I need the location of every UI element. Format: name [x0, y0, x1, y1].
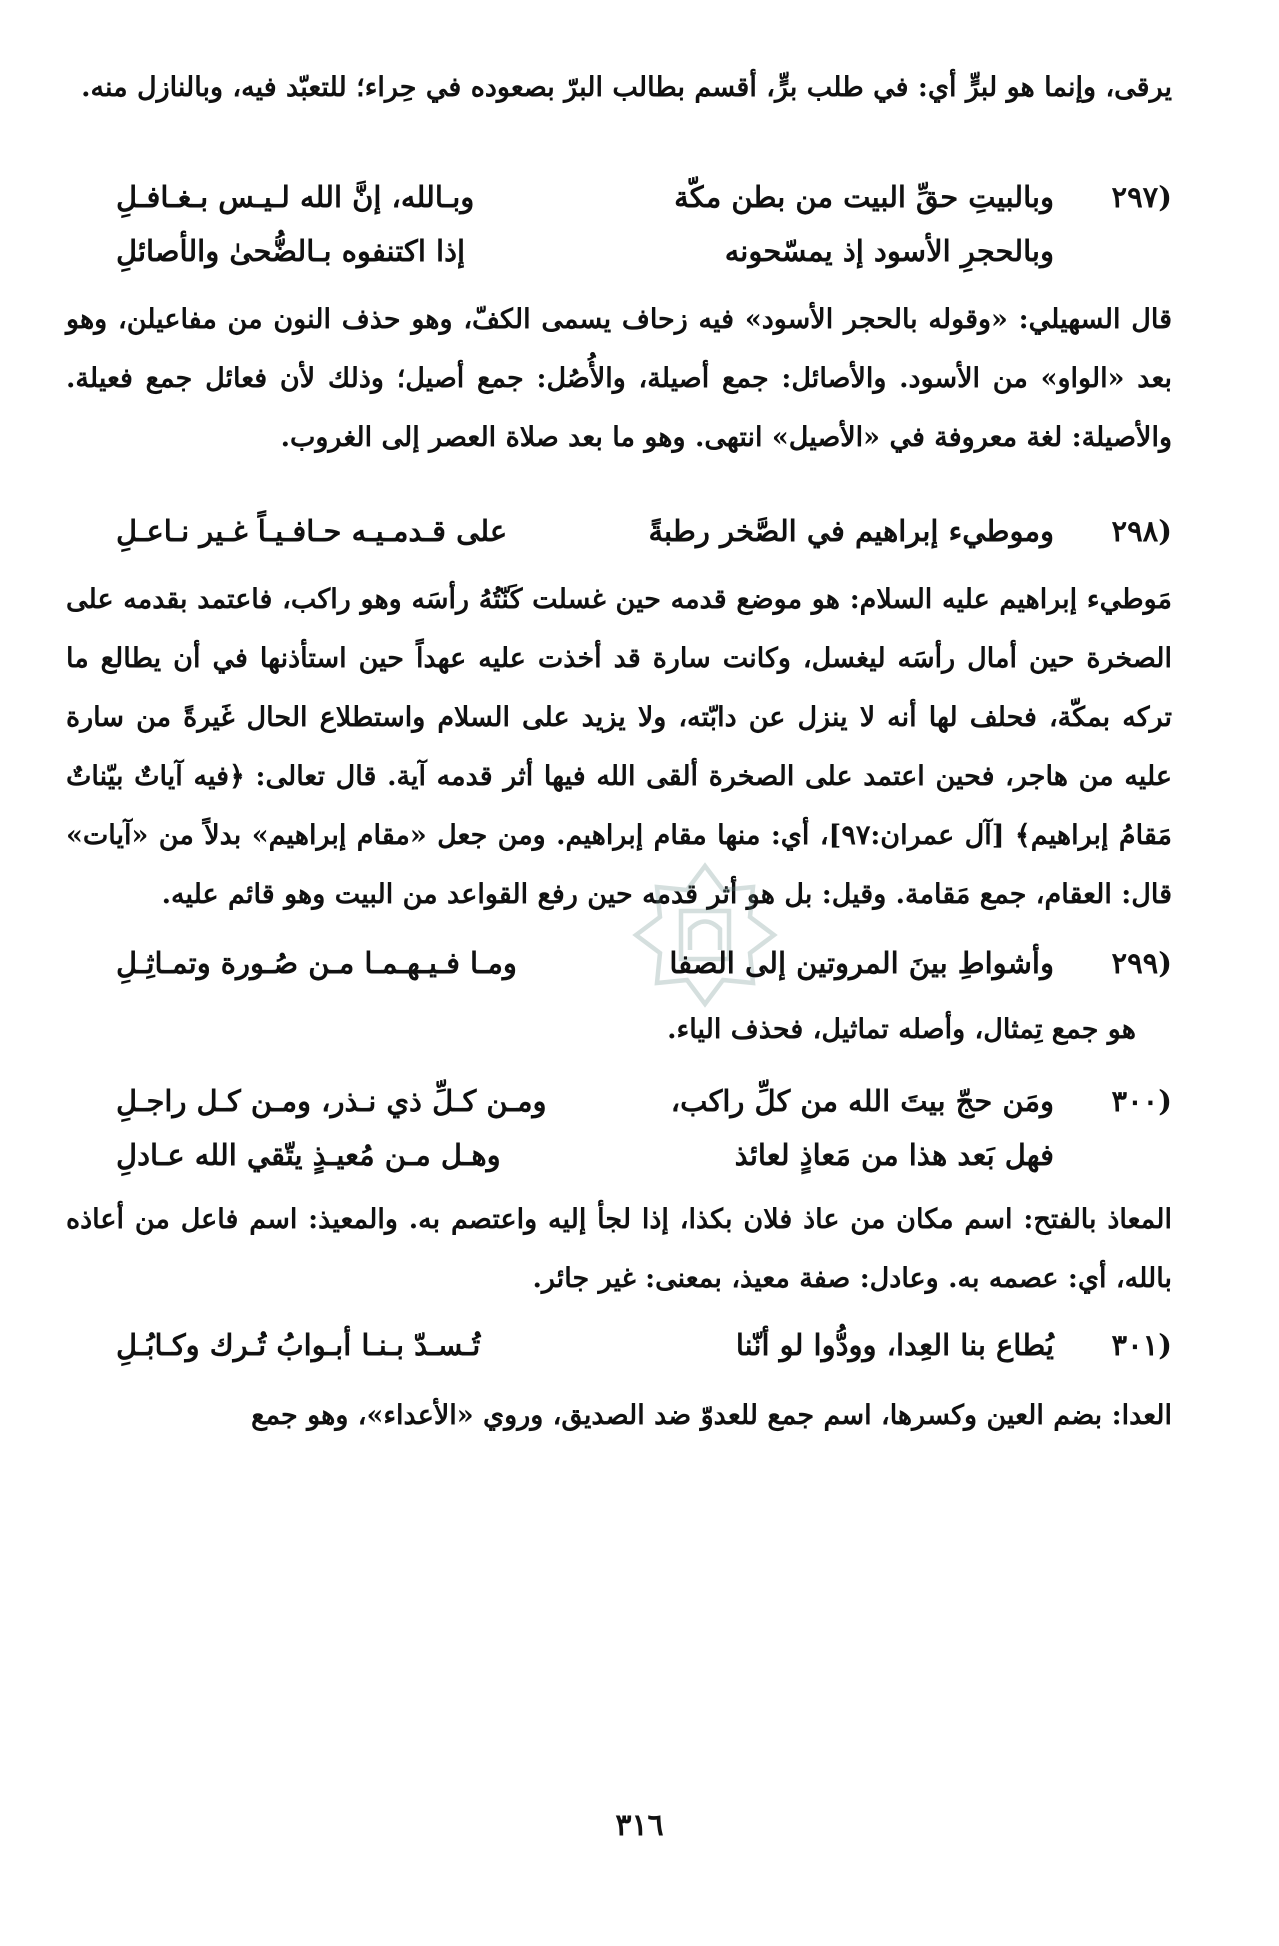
verse-second-hemistich: إذا اكتنفوه بـالضُّحىٰ والأصائلِ: [116, 234, 466, 268]
verse-297-line-2: [66, 224, 1172, 288]
page-number: ٣١٦: [615, 1808, 664, 1843]
verse-second-hemistich: على قـدمـيـه حـافـيـاً غـير نـاعـلِ: [116, 514, 508, 548]
verse-number: (٢٩٨: [1111, 514, 1172, 548]
verse-second-hemistich: ومـا فـيـهـمـا مـن صُـورة وتمـاثِـلِ: [116, 946, 517, 980]
verse-first-hemistich: وبالحجرِ الأسود إذ يمسّحونه: [724, 234, 1054, 268]
verse-first-hemistich: وأشواطِ بينَ المروتين إلى الصفا: [669, 946, 1054, 980]
commentary-299: هو جمع تِمثال، وأصله تماثيل، فحذف الياء.: [667, 1014, 1136, 1045]
verse-first-hemistich: فهل بَعد هذا من مَعاذٍ لعائذ: [734, 1138, 1054, 1172]
verse-first-hemistich: يُطاع بنا العِدا، وودُّوا لو أنّنا: [735, 1328, 1054, 1362]
commentary-297: قال السهيلي: «وقوله بالحجر الأسود» فيه زحاف يسمى الكفّ، وهو حذف النون من مفاعيلن، وهو بعد «الواو» من الأسود. والأصائل: جمع أصيلة، والأُصُل: جمع أصيل؛ وذلك لأن فعائل جمع فعيلة. والأصيلة: لغة معروفة في «الأصيل» انتهى. وهو ما بعد صلاة العصر إلى الغروب.: [66, 304, 1172, 453]
verse-first-hemistich: وبالبيتِ حقِّ البيت من بطن مكّة: [674, 180, 1054, 214]
verse-299-line-1: [66, 936, 1172, 1000]
verse-300-line-2: [66, 1128, 1172, 1192]
verse-number: (٢٩٩: [1111, 946, 1172, 980]
commentary-300: المعاذ بالفتح: اسم مكان من عاذ فلان بكذا، إذا لجأ إليه واعتصم به. والمعيذ: اسم فاعل من أعاذه بالله، أي: عصمه به. وعادل: صفة معيذ، بمعنى: غير جائر.: [66, 1204, 1172, 1294]
verse-first-hemistich: وموطيء إبراهيم في الصَّخر رطبةً: [648, 514, 1054, 548]
verse-second-hemistich: وهـل مـن مُعيـذٍ يتّقي الله عـادلِ: [116, 1138, 501, 1172]
verse-number: (٣٠٠: [1111, 1084, 1172, 1118]
verse-first-hemistich: ومَن حجّ بيتَ الله من كلِّ راكب،: [670, 1084, 1054, 1118]
verse-301-line-1: [66, 1318, 1172, 1382]
verse-second-hemistich: وبـالله، إنَّ الله لـيـس بـغـافـلِ: [116, 180, 475, 214]
verse-298-line-1: [66, 504, 1172, 568]
commentary-298: مَوطيء إبراهيم عليه السلام: هو موضع قدمه حين غسلت كَنّتُهُ رأسَه وهو راكب، فاعتمد بقدمه على الصخرة حين أمال رأسَه ليغسل، وكانت سارة قد أخذت عليه عهداً حين استأذنها في أن يطالع ما تركه بمكّة، فحلف لها أنه لا ينزل عن دابّته، ولا يزيد على السلام واستطلاع الحال غَيرةً من سارة عليه من هاجر، فحين اعتمد على الصخرة ألقى الله فيها أثر قدمه آية. قال تعالى: ﴿فيه آياتٌ بيّناتٌ مَقامُ إبراهيم﴾ [آل عمران:٩٧]، أي: منها مقام إبراهيم. ومن جعل «مقام إبراهيم» بدلاً من «آيات» قال: العقام، جمع مَقامة. وقيل: بل هو أثر قدمه حين رفع القواعد من البيت وهو قائم عليه.: [66, 584, 1172, 910]
top-paragraph: يرقى، وإنما هو لبرٍّ أي: في طلب برٍّ، أقسم بطالب البرّ بصعوده في حِراء؛ للتعبّد فيه، وبالنازل منه.: [81, 72, 1172, 103]
verse-second-hemistich: ومـن كـلِّ ذي نـذر، ومـن كـل راجـلِ: [116, 1084, 547, 1118]
verse-second-hemistich: تُـسـدّ بـنـا أبـوابُ تُـرك وكـابُـلِ: [116, 1328, 481, 1362]
verse-number: (٣٠١: [1111, 1328, 1172, 1362]
verse-number: (٢٩٧: [1111, 180, 1172, 214]
commentary-301: العدا: بضم العين وكسرها، اسم جمع للعدوّ ضد الصديق، وروي «الأعداء»، وهو جمع: [251, 1400, 1172, 1431]
